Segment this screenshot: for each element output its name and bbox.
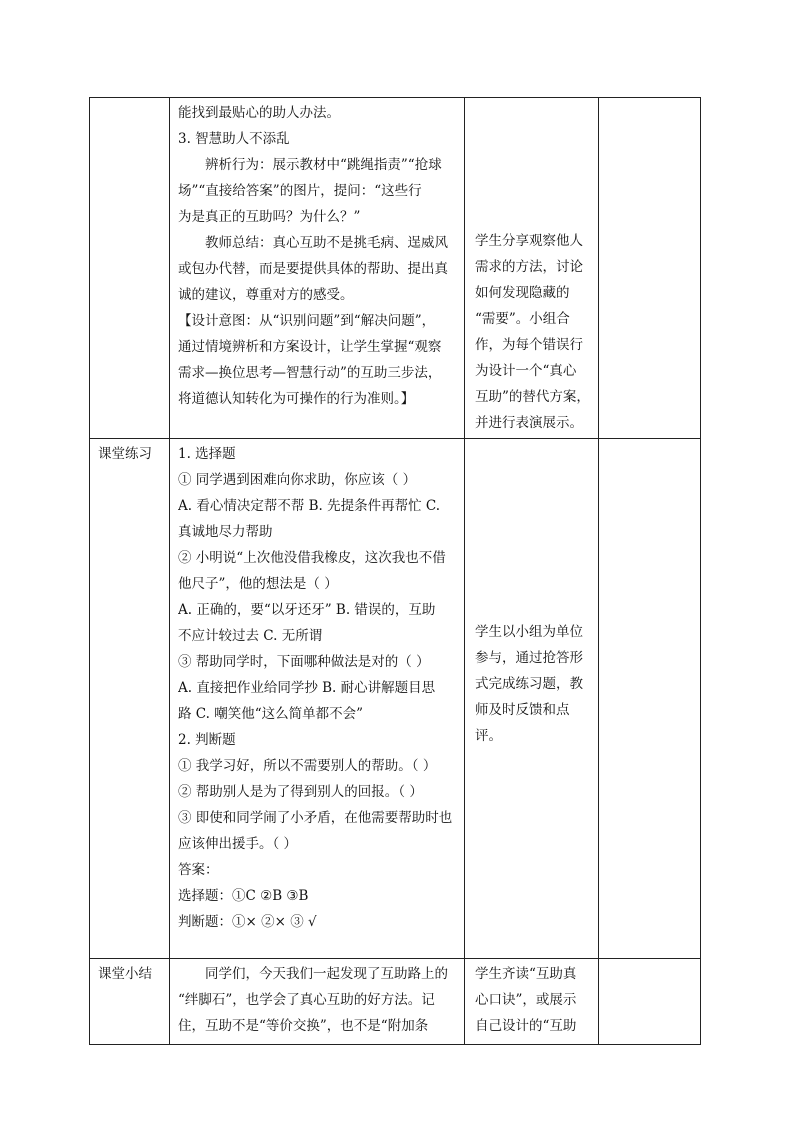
row-label-cell (90, 439, 170, 959)
row-label-cell (90, 98, 170, 439)
student-activity-line: 评。 (475, 728, 502, 744)
summary-content-cell (170, 959, 465, 1045)
content-line: 选择题：①C ②B ③B (178, 888, 309, 904)
content-line: 2. 判断题 (178, 732, 236, 748)
content-line: ③ 即使和同学闹了小矛盾，在他需要帮助时也 (178, 810, 453, 826)
student-activity-line: 并进行表演展示。 (475, 415, 583, 431)
student-activity-line: 式完成练习题，教 (475, 676, 583, 692)
content-line: 答案： (178, 862, 219, 878)
content-line: 真诚地尽力帮助 (178, 524, 273, 540)
content-line: A. 看心情决定帮不帮 B. 先提条件再帮忙 C. (178, 498, 441, 514)
student-activity-line: “需要”。小组合 (475, 311, 570, 327)
content-line: ① 同学遇到困难向你求助，你应该（ ） (178, 472, 417, 488)
content-line: 将道德认知转化为可操作的行为准则。】 (178, 391, 415, 407)
student-activity-line: 心口诀”，或展示 (475, 992, 577, 1008)
student-activity-line: 为设计一个“真心 (475, 363, 577, 379)
row-label: 课堂练习 (98, 446, 152, 462)
content-line: A. 直接把作业给同学抄 B. 耐心讲解题目思 (178, 680, 436, 696)
lesson-plan-table (89, 97, 701, 1045)
content-line: 能找到最贴心的助人办法。 (178, 105, 340, 121)
notes-cell (599, 98, 701, 439)
content-line: ① 我学习好，所以不需要别人的帮助。（ ） (178, 758, 437, 774)
content-line: ③ 帮助同学时，下面哪种做法是对的（ ） (178, 654, 430, 670)
student-activity-cell (465, 959, 599, 1045)
content-line: 1. 选择题 (178, 446, 236, 462)
content-line: 通过情境辨析和方案设计，让学生掌握“观察 (178, 339, 442, 355)
content-line: 他尺子”，他的想法是（ ） (178, 576, 338, 592)
content-line: 或包办代替，而是要提供具体的帮助、提出真 (178, 261, 448, 277)
student-activity-line: 学生以小组为单位 (475, 624, 583, 640)
student-activity-line: 如何发现隐藏的 (475, 285, 570, 301)
student-activity-line: 参与，通过抢答形 (475, 650, 583, 666)
content-line: 教师总结：真心互助不是挑毛病、逞威风 (205, 235, 448, 251)
content-line: 需求—换位思考—智慧行动”的互助三步法， (178, 365, 442, 381)
content-line: 应该伸出援手。（ ） (178, 836, 298, 852)
notes-cell (599, 959, 701, 1045)
table-row (90, 959, 701, 1045)
content-line: ② 小明说“上次他没借我橡皮，这次我也不借 (178, 550, 446, 566)
table-row (90, 98, 701, 439)
exercise-content-cell (170, 439, 465, 959)
content-line: 住，互助不是“等价交换”，也不是“附加条 (178, 1018, 429, 1034)
content-line: 3. 智慧助人不添乱 (178, 131, 290, 147)
content-line: ② 帮助别人是为了得到别人的回报。（ ） (178, 784, 423, 800)
activity-content-cell (170, 98, 465, 439)
content-line: 诚的建议，尊重对方的感受。 (178, 287, 354, 303)
student-activity-line: 师及时反馈和点 (475, 702, 570, 718)
student-activity-line: 互助”的替代方案， (475, 389, 590, 405)
row-label: 课堂小结 (98, 966, 152, 982)
content-line: 判断题：①× ②× ③ √ (178, 914, 317, 930)
student-activity-line: 学生齐读“互助真 (475, 966, 577, 982)
content-line: 辨析行为：展示教材中“跳绳指责”“抢球 (205, 157, 442, 173)
notes-cell (599, 439, 701, 959)
content-line: 同学们，今天我们一起发现了互助路上的 (205, 966, 448, 982)
student-activity-cell (465, 98, 599, 439)
content-line: A. 正确的，要“以牙还牙” B. 错误的，互助 (178, 602, 436, 618)
student-activity-line: 学生分享观察他人 (475, 233, 583, 249)
content-line: 不应计较过去 C. 无所谓 (178, 628, 323, 644)
row-label-cell (90, 959, 170, 1045)
content-line: 为是真正的互助吗？为什么？” (178, 209, 361, 225)
student-activity-line: 作，为每个错误行 (475, 337, 583, 353)
content-line: “绊脚石”，也学会了真心互助的好方法。记 (178, 992, 435, 1008)
student-activity-line: 自己设计的“互助 (475, 1018, 577, 1034)
content-line: 【设计意图：从“识别问题”到“解决问题”， (178, 313, 436, 329)
content-line: 场”“直接给答案”的图片，提问：“这些行 (178, 183, 422, 199)
student-activity-line: 需求的方法，讨论 (475, 259, 583, 275)
student-activity-cell (465, 439, 599, 959)
table-row (90, 439, 701, 959)
content-line: 路 C. 嘲笑他“这么简单都不会” (178, 706, 364, 722)
